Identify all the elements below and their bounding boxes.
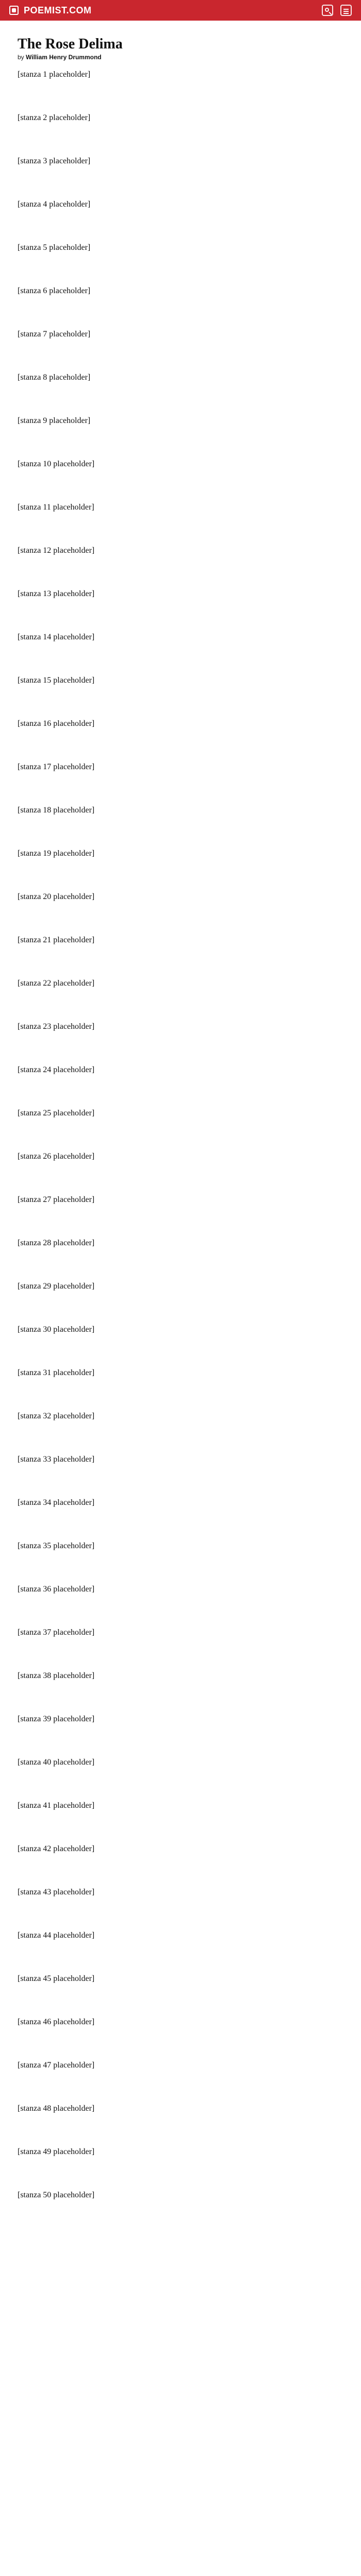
poem-line: [stanza 25 placeholder]	[18, 1109, 95, 1117]
poem-stanza	[18, 935, 343, 968]
poem-line: [stanza 23 placeholder]	[18, 1022, 95, 1031]
poem-stanza	[18, 1714, 343, 1747]
poem-line: [stanza 19 placeholder]	[18, 849, 95, 858]
poem-line: [stanza 11 placeholder]	[18, 503, 94, 512]
poem-line: [stanza 50 placeholder]	[18, 2191, 95, 2199]
poem-stanza	[18, 1584, 343, 1617]
poem-line: [stanza 14 placeholder]	[18, 633, 95, 641]
poem-body	[18, 69, 343, 2223]
poem-stanza	[18, 1194, 343, 1227]
poem-line: [stanza 3 placeholder]	[18, 157, 91, 165]
poem-stanza	[18, 761, 343, 794]
top-actions	[322, 5, 352, 16]
poem-stanza	[18, 1757, 343, 1790]
poem-stanza	[18, 1151, 343, 1184]
poem-line: [stanza 10 placeholder]	[18, 460, 95, 468]
poem-stanza	[18, 978, 343, 1011]
poem-line: [stanza 47 placeholder]	[18, 2061, 95, 2070]
poem-line: [stanza 6 placeholder]	[18, 286, 91, 295]
poem-stanza	[18, 112, 343, 145]
content	[0, 21, 361, 2223]
poem-line: [stanza 24 placeholder]	[18, 1065, 95, 1074]
poem-stanza	[18, 1887, 343, 1920]
poem-line: [stanza 49 placeholder]	[18, 2147, 95, 2156]
poem-stanza	[18, 1064, 343, 1097]
poem-stanza	[18, 1930, 343, 1963]
poem-line: [stanza 7 placeholder]	[18, 330, 91, 338]
poem-line: [stanza 42 placeholder]	[18, 1844, 95, 1853]
poem-line: [stanza 16 placeholder]	[18, 719, 95, 728]
poem-stanza	[18, 1540, 343, 1573]
poem-stanza	[18, 632, 343, 665]
menu-icon[interactable]	[340, 5, 352, 16]
poem-line: [stanza 39 placeholder]	[18, 1715, 95, 1723]
poem-stanza	[18, 329, 343, 362]
poem-line: [stanza 32 placeholder]	[18, 1412, 95, 1420]
poem-stanza	[18, 242, 343, 275]
site-logo[interactable]	[9, 5, 92, 16]
poem-line: [stanza 43 placeholder]	[18, 1888, 95, 1896]
poem-stanza	[18, 675, 343, 708]
poem-stanza	[18, 1843, 343, 1876]
poem-stanza	[18, 2060, 343, 2093]
poem-stanza	[18, 69, 343, 102]
poem-stanza	[18, 156, 343, 189]
poem-line: [stanza 40 placeholder]	[18, 1758, 95, 1767]
poem-line: [stanza 45 placeholder]	[18, 1974, 95, 1983]
poem-stanza	[18, 1454, 343, 1487]
poem-line: [stanza 8 placeholder]	[18, 373, 91, 382]
top-bar	[0, 0, 361, 21]
poem-stanza	[18, 805, 343, 838]
poem-line: [stanza 26 placeholder]	[18, 1152, 95, 1161]
poem-line: [stanza 36 placeholder]	[18, 1585, 95, 1594]
poem-stanza	[18, 2016, 343, 2049]
poem-line: [stanza 44 placeholder]	[18, 1931, 95, 1940]
poem-stanza	[18, 848, 343, 881]
poem-line: [stanza 35 placeholder]	[18, 1541, 95, 1550]
poem-stanza	[18, 1367, 343, 1400]
poem-line: [stanza 22 placeholder]	[18, 979, 95, 988]
poem-line: [stanza 27 placeholder]	[18, 1195, 95, 1204]
poem-line: [stanza 33 placeholder]	[18, 1455, 95, 1464]
poem-line: [stanza 28 placeholder]	[18, 1239, 95, 1247]
poem-stanza	[18, 545, 343, 578]
poem-line: [stanza 29 placeholder]	[18, 1282, 95, 1291]
site-logo-text: POEMIST.COM	[24, 5, 92, 15]
poem-stanza	[18, 1238, 343, 1270]
poem-stanza	[18, 2103, 343, 2136]
poem-stanza	[18, 1021, 343, 1054]
poem-stanza	[18, 502, 343, 535]
poem-line: [stanza 21 placeholder]	[18, 936, 95, 944]
poem-byline	[18, 54, 343, 61]
poem-stanza	[18, 1670, 343, 1703]
poem-line: [stanza 12 placeholder]	[18, 546, 95, 555]
poem-line: [stanza 34 placeholder]	[18, 1498, 95, 1507]
poem-line: [stanza 38 placeholder]	[18, 1671, 95, 1680]
poem-line: [stanza 9 placeholder]	[18, 416, 91, 425]
poem-line: [stanza 31 placeholder]	[18, 1368, 95, 1377]
poem-line: [stanza 20 placeholder]	[18, 892, 95, 901]
poem-line: [stanza 17 placeholder]	[18, 762, 95, 771]
poem-stanza	[18, 1800, 343, 1833]
poem-stanza	[18, 1497, 343, 1530]
poem-line: [stanza 37 placeholder]	[18, 1628, 95, 1637]
poem-stanza	[18, 1108, 343, 1141]
poem-stanza	[18, 1627, 343, 1660]
poem-stanza	[18, 1281, 343, 1314]
poem-line: [stanza 2 placeholder]	[18, 113, 91, 122]
site-logo-icon	[9, 6, 19, 15]
poem-stanza	[18, 1324, 343, 1357]
search-icon[interactable]	[322, 5, 333, 16]
poem-title: The Rose Delima	[18, 36, 123, 52]
poem-line: [stanza 5 placeholder]	[18, 243, 91, 252]
poem-stanza	[18, 718, 343, 751]
poem-stanza	[18, 459, 343, 492]
poem-stanza	[18, 891, 343, 924]
poem-stanza	[18, 1973, 343, 2006]
poem-stanza	[18, 415, 343, 448]
poem-line: [stanza 18 placeholder]	[18, 806, 95, 815]
poem-line: [stanza 4 placeholder]	[18, 200, 91, 209]
poem-line: [stanza 30 placeholder]	[18, 1325, 95, 1334]
poem-stanza	[18, 285, 343, 318]
poem-stanza	[18, 2146, 343, 2179]
poem-stanza	[18, 1411, 343, 1444]
author-name[interactable]: William Henry Drummond	[26, 54, 102, 61]
poem-stanza	[18, 588, 343, 621]
poem-line: [stanza 15 placeholder]	[18, 676, 95, 685]
poem-stanza	[18, 199, 343, 232]
poem-stanza	[18, 2190, 343, 2223]
poem-line: [stanza 1 placeholder]	[18, 70, 91, 79]
poem-line: [stanza 13 placeholder]	[18, 589, 95, 598]
poem-line: [stanza 48 placeholder]	[18, 2104, 95, 2113]
poem-line: [stanza 46 placeholder]	[18, 2018, 95, 2026]
poem-line: [stanza 41 placeholder]	[18, 1801, 95, 1810]
poem-stanza	[18, 372, 343, 405]
byline-prefix: by	[18, 54, 24, 61]
